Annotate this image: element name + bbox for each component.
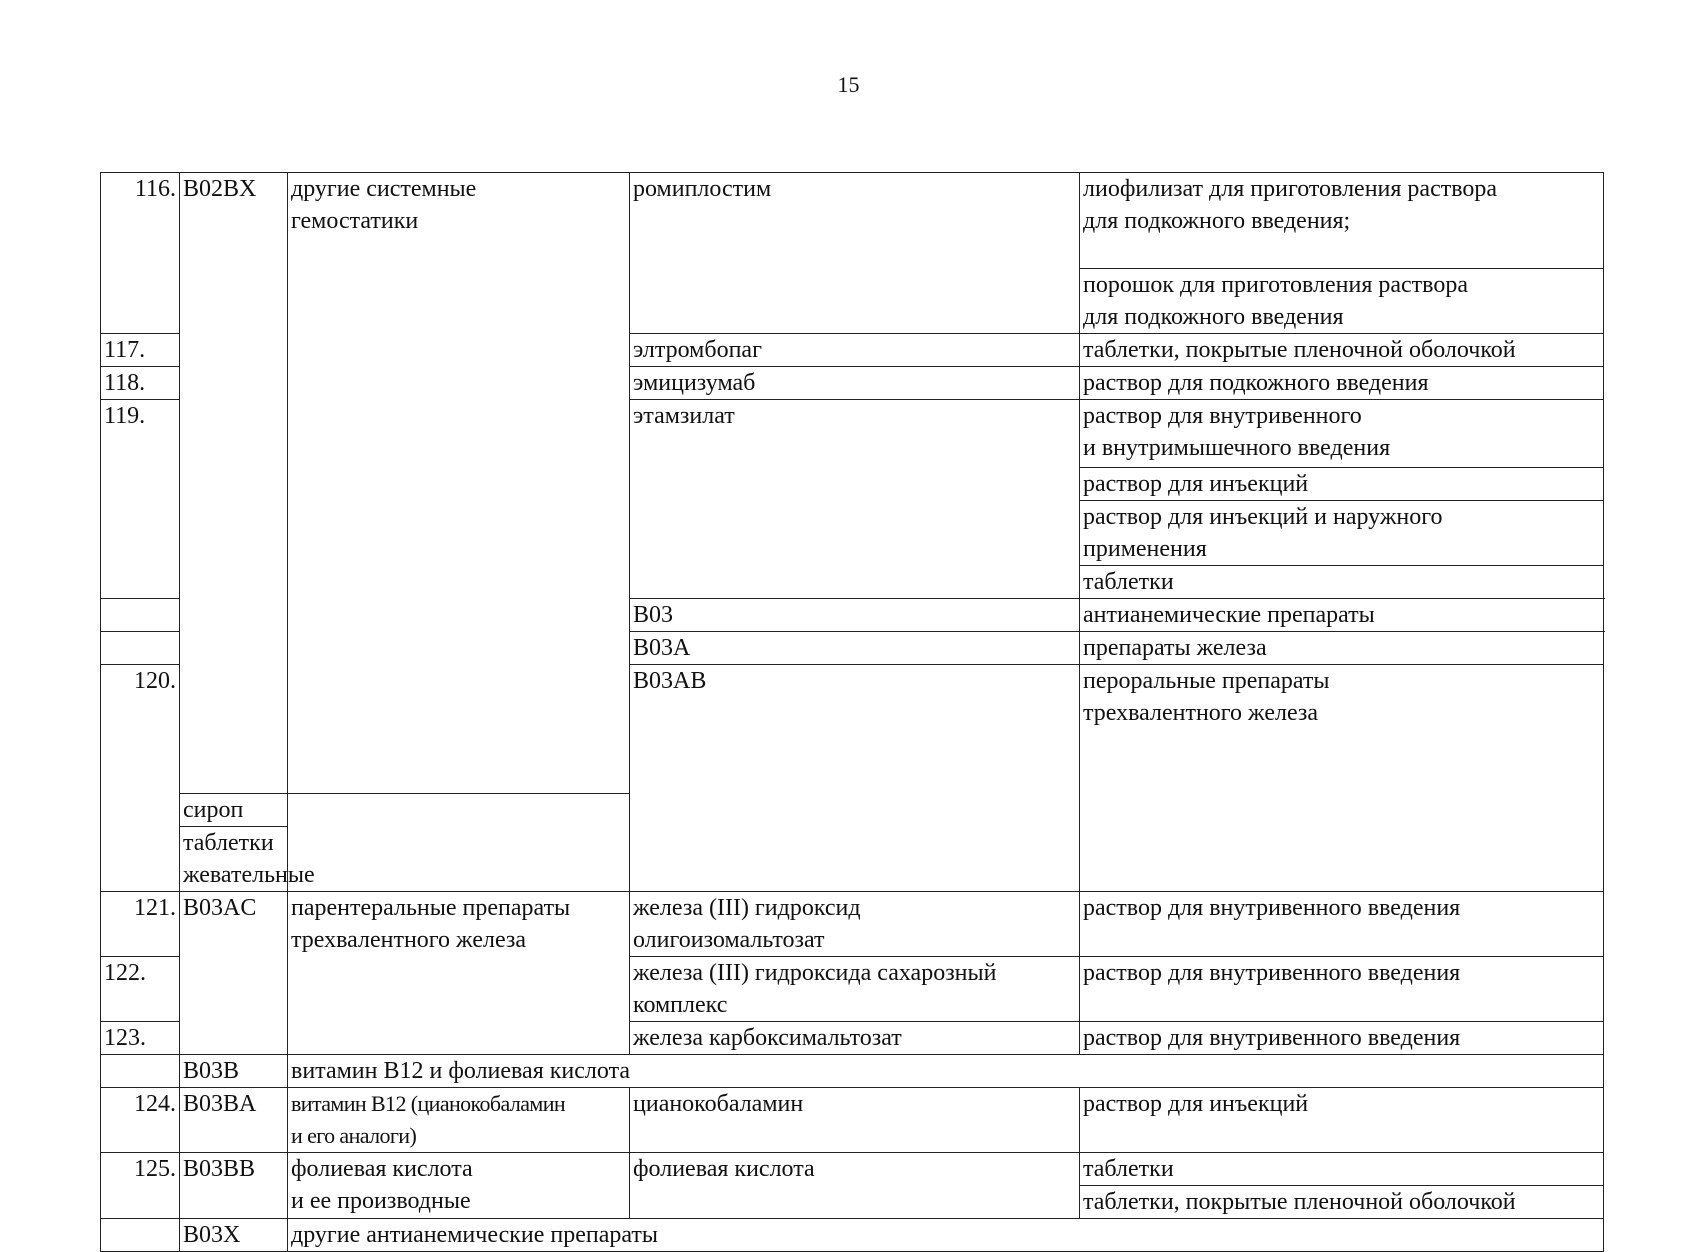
atc-code: B03AB [630, 665, 1080, 892]
dosage-form: раствор для внутривенного введения [1080, 892, 1604, 957]
empty-cell [101, 1055, 180, 1088]
substance: элтромбопаг [630, 334, 1080, 367]
row-number: 119. [101, 400, 180, 599]
row-number: 124. [101, 1088, 180, 1153]
table-row [101, 1055, 1604, 1088]
dosage-form: таблетки [1080, 1153, 1604, 1186]
atc-code: B03X [180, 1219, 288, 1252]
row-number: 118. [101, 367, 180, 400]
substance: этамзилат [630, 400, 1080, 599]
drug-table [100, 172, 1604, 1252]
table-row [101, 1088, 1604, 1153]
substance: эмицизумаб [630, 367, 1080, 400]
atc-group: витамин B12 (цианокобаламин и его аналоги) [288, 1088, 630, 1153]
dosage-form: таблетки, покрытые пленочной оболочкой [1080, 1186, 1604, 1219]
table-row [101, 1219, 1604, 1252]
atc-title: антианемические препараты [1080, 599, 1604, 632]
atc-group: парентеральные препараты трехвалентного железа [288, 892, 630, 1055]
row-number: 123. [101, 1022, 180, 1055]
substance: фолиевая кислота [630, 1153, 1080, 1219]
atc-code: B03A [630, 632, 1080, 665]
table-row [101, 173, 1604, 269]
row-number: 117. [101, 334, 180, 367]
dosage-form: сироп [180, 794, 288, 827]
row-number: 120. [101, 665, 180, 892]
substance: железа (III) гидроксид олигоизомальтозат [630, 892, 1080, 957]
substance: ромиплостим [630, 173, 1080, 334]
substance: железа (III) гидроксида сахарозный комплекс [630, 957, 1080, 1022]
atc-title: витамин B12 и фолиевая кислота [288, 1055, 1604, 1088]
dosage-form: раствор для внутривенного введения [1080, 957, 1604, 1022]
dosage-form: таблетки, покрытые пленочной оболочкой [1080, 334, 1604, 367]
substance: железа карбоксимальтозат [630, 1022, 1080, 1055]
table-row [101, 892, 1604, 957]
empty-cell [101, 1219, 180, 1252]
row-number: 116. [101, 173, 180, 334]
atc-code: B03 [630, 599, 1080, 632]
atc-code: B03AC [180, 892, 288, 1055]
dosage-form: порошок для приготовления раствора для подкожного введения [1080, 269, 1604, 334]
dosage-form: лиофилизат для приготовления раствора для подкожного введения; [1080, 173, 1604, 269]
dosage-form: раствор для подкожного введения [1080, 367, 1604, 400]
atc-title: препараты железа [1080, 632, 1604, 665]
atc-group: другие системные гемостатики [288, 173, 630, 794]
empty-cell [101, 599, 180, 632]
dosage-form: таблетки жевательные [180, 827, 288, 892]
dosage-form: раствор для внутривенного введения [1080, 1022, 1604, 1055]
atc-title: другие антианемические препараты [288, 1219, 1604, 1252]
dosage-form: раствор для инъекций и наружного применения [1080, 501, 1604, 566]
row-number: 122. [101, 957, 180, 1022]
table-row [101, 1153, 1604, 1186]
dosage-form: таблетки [1080, 566, 1604, 599]
atc-code: B03BA [180, 1088, 288, 1153]
row-number: 121. [101, 892, 180, 957]
substance: цианокобаламин [630, 1088, 1080, 1153]
dosage-form: раствор для внутривенного и внутримышечного введения [1080, 400, 1604, 468]
atc-group: пероральные препараты трехвалентного железа [1080, 665, 1604, 892]
dosage-form: раствор для инъекций [1080, 1088, 1604, 1153]
empty-cell [101, 632, 180, 665]
atc-code: B02BX [180, 173, 288, 794]
atc-code: B03BB [180, 1153, 288, 1219]
page-number: 15 [837, 72, 860, 97]
row-number: 125. [101, 1153, 180, 1219]
dosage-form: раствор для инъекций [1080, 468, 1604, 501]
atc-group: фолиевая кислота и ее производные [288, 1153, 630, 1219]
atc-code: B03B [180, 1055, 288, 1088]
